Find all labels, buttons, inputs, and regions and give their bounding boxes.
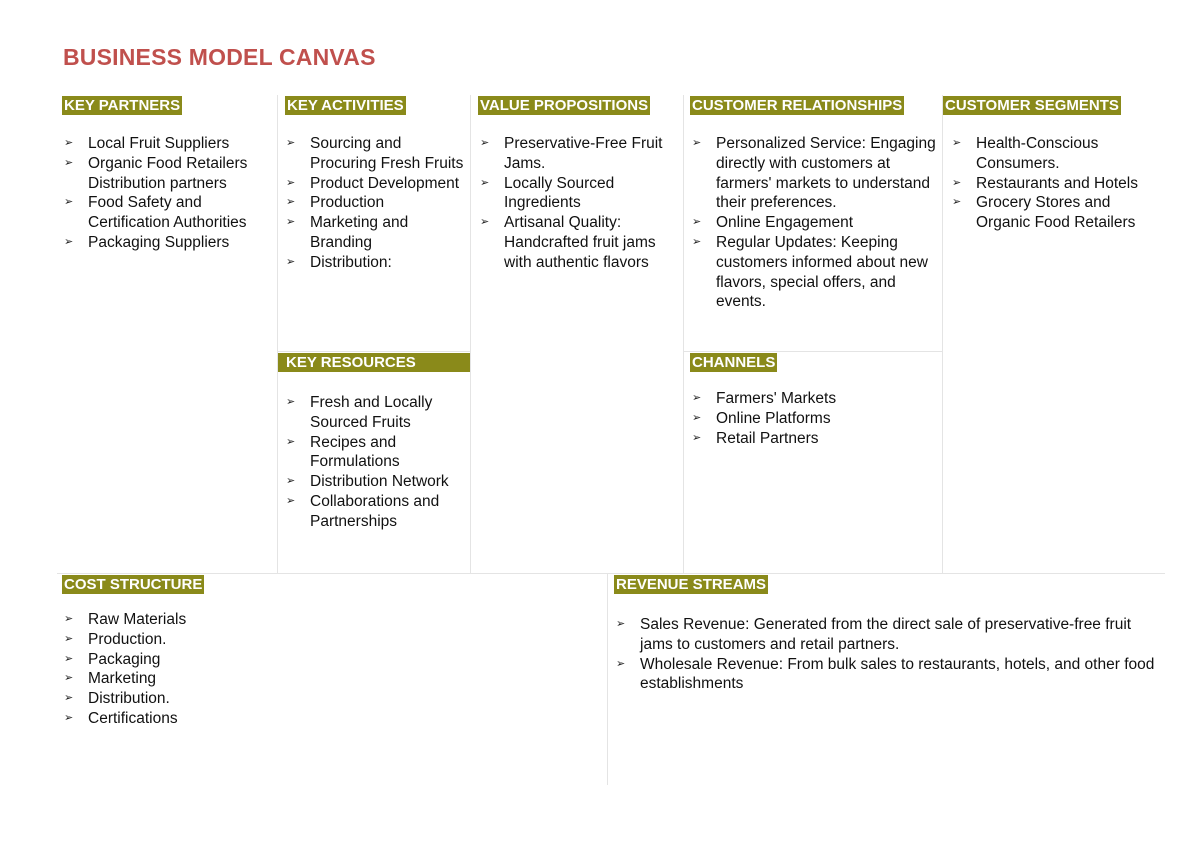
list-item: ➢ Grocery Stores and Organic Food Retailers <box>952 194 1136 232</box>
list-item: Distribution partners <box>88 174 227 192</box>
arrow-bullet-icon: ➢ <box>286 196 296 209</box>
customer-relationships-block <box>684 95 943 352</box>
arrow-bullet-icon: ➢ <box>64 692 74 705</box>
list-item: ➢ Production <box>286 194 385 212</box>
list-item: ➢ Regular Updates: Keeping customers informed about new flavors, special offers, and events. <box>692 233 928 311</box>
arrow-bullet-icon: ➢ <box>286 216 296 229</box>
arrow-bullet-icon: ➢ <box>692 137 702 149</box>
list-item: ➢ Fresh and Locally Sourced Fruits <box>286 394 433 431</box>
arrow-bullet-icon: ➢ <box>692 392 702 404</box>
arrow-bullet-icon: ➢ <box>952 137 962 149</box>
customer-relationships-heading: CUSTOMER RELATIONSHIPS <box>692 97 903 114</box>
key-partners-heading: KEY PARTNERS <box>64 97 181 114</box>
arrow-bullet-icon: ➢ <box>64 235 74 248</box>
key-activities-block <box>278 95 471 352</box>
list-item: ➢ Farmers' Markets <box>692 390 837 407</box>
arrow-bullet-icon: ➢ <box>692 216 702 229</box>
list-item: ➢ Local Fruit Suppliers <box>64 135 230 152</box>
arrow-bullet-icon: ➢ <box>286 494 296 507</box>
revenue-streams-heading: REVENUE STREAMS <box>616 576 767 593</box>
value-propositions-block <box>471 95 684 574</box>
arrow-bullet-icon: ➢ <box>64 156 74 169</box>
arrow-bullet-icon: ➢ <box>692 411 702 424</box>
arrow-bullet-icon: ➢ <box>64 137 74 149</box>
arrow-bullet-icon: ➢ <box>286 176 296 189</box>
list-item: ➢ Packaging <box>64 650 161 668</box>
arrow-bullet-icon: ➢ <box>64 711 74 724</box>
arrow-bullet-icon: ➢ <box>692 431 702 444</box>
list-item: ➢ Organic Food Retailers <box>64 154 248 172</box>
list-item: ➢ Distribution Network <box>286 473 449 491</box>
arrow-bullet-icon: ➢ <box>480 176 490 189</box>
key-partners-block <box>57 95 278 574</box>
key-resources-heading: KEY RESOURCES <box>278 353 470 372</box>
arrow-bullet-icon: ➢ <box>480 137 490 149</box>
arrow-bullet-icon: ➢ <box>952 196 962 209</box>
list-item: ➢ Personalized Service: Engaging directly with customers at farmers' markets to understand their preferences. <box>692 135 936 212</box>
arrow-bullet-icon: ➢ <box>286 255 296 268</box>
key-activities-heading: KEY ACTIVITIES <box>287 97 404 114</box>
list-item: ➢ Online Platforms <box>692 409 831 427</box>
arrow-bullet-icon: ➢ <box>616 618 626 630</box>
list-item: ➢ Production. <box>64 630 167 648</box>
page-title: BUSINESS MODEL CANVAS <box>63 44 376 70</box>
list-item: ➢ Food Safety and Certification Authorities <box>64 194 247 232</box>
list-item: ➢ Marketing and Branding <box>286 214 409 251</box>
list-item: ➢ Restaurants and Hotels <box>952 174 1138 192</box>
arrow-bullet-icon: ➢ <box>616 657 626 670</box>
list-item: ➢ Retail Partners <box>692 429 819 447</box>
arrow-bullet-icon: ➢ <box>286 137 296 149</box>
channels-heading: CHANNELS <box>692 354 776 371</box>
arrow-bullet-icon: ➢ <box>286 396 296 408</box>
list-item: ➢ Product Development <box>286 174 460 192</box>
arrow-bullet-icon: ➢ <box>64 196 74 209</box>
arrow-bullet-icon: ➢ <box>952 176 962 189</box>
arrow-bullet-icon: ➢ <box>64 632 74 645</box>
list-item: ➢ Certifications <box>64 709 178 727</box>
value-propositions-heading: VALUE PROPOSITIONS <box>480 97 649 114</box>
arrow-bullet-icon: ➢ <box>64 613 74 625</box>
revenue-streams-block <box>608 574 1165 785</box>
list-item: ➢ Recipes and Formulations <box>286 433 400 471</box>
list-item: ➢ Packaging Suppliers <box>64 233 230 251</box>
list-item: ➢ Sales Revenue: Generated from the direct sale of preservative-free fruit jams to customers and retail partners. <box>616 616 1132 653</box>
list-item: ➢ Sourcing and Procuring Fresh Fruits <box>286 135 464 172</box>
arrow-bullet-icon: ➢ <box>286 435 296 448</box>
cost-structure-block <box>57 574 608 785</box>
arrow-bullet-icon: ➢ <box>286 475 296 488</box>
list-item: ➢ Artisanal Quality: Handcrafted fruit jams with authentic flavors <box>480 214 656 271</box>
list-item: ➢ Distribution: <box>286 253 392 271</box>
arrow-bullet-icon: ➢ <box>64 652 74 665</box>
business-model-canvas <box>57 95 1165 785</box>
list-item: ➢ Collaborations and Partnerships <box>286 492 440 530</box>
list-item: ➢ Marketing <box>64 670 157 688</box>
list-item: ➢ Raw Materials <box>64 611 187 628</box>
key-resources-block <box>278 352 471 574</box>
customer-segments-heading: CUSTOMER SEGMENTS <box>945 97 1119 114</box>
list-item: ➢ Distribution. <box>64 690 170 708</box>
list-item: ➢ Wholesale Revenue: From bulk sales to restaurants, hotels, and other food establishments <box>616 655 1155 693</box>
list-item: ➢ Locally Sourced Ingredients <box>480 174 615 212</box>
customer-segments-block <box>943 95 1165 574</box>
list-item: ➢ Preservative-Free Fruit Jams. <box>480 135 663 172</box>
channels-block <box>684 352 943 574</box>
list-item: ➢ Health-Conscious Consumers. <box>952 135 1099 172</box>
cost-structure-heading: COST STRUCTURE <box>64 576 203 593</box>
arrow-bullet-icon: ➢ <box>692 235 702 248</box>
list-item: ➢ Online Engagement <box>692 214 854 232</box>
arrow-bullet-icon: ➢ <box>64 672 74 685</box>
arrow-bullet-icon: ➢ <box>480 216 490 229</box>
